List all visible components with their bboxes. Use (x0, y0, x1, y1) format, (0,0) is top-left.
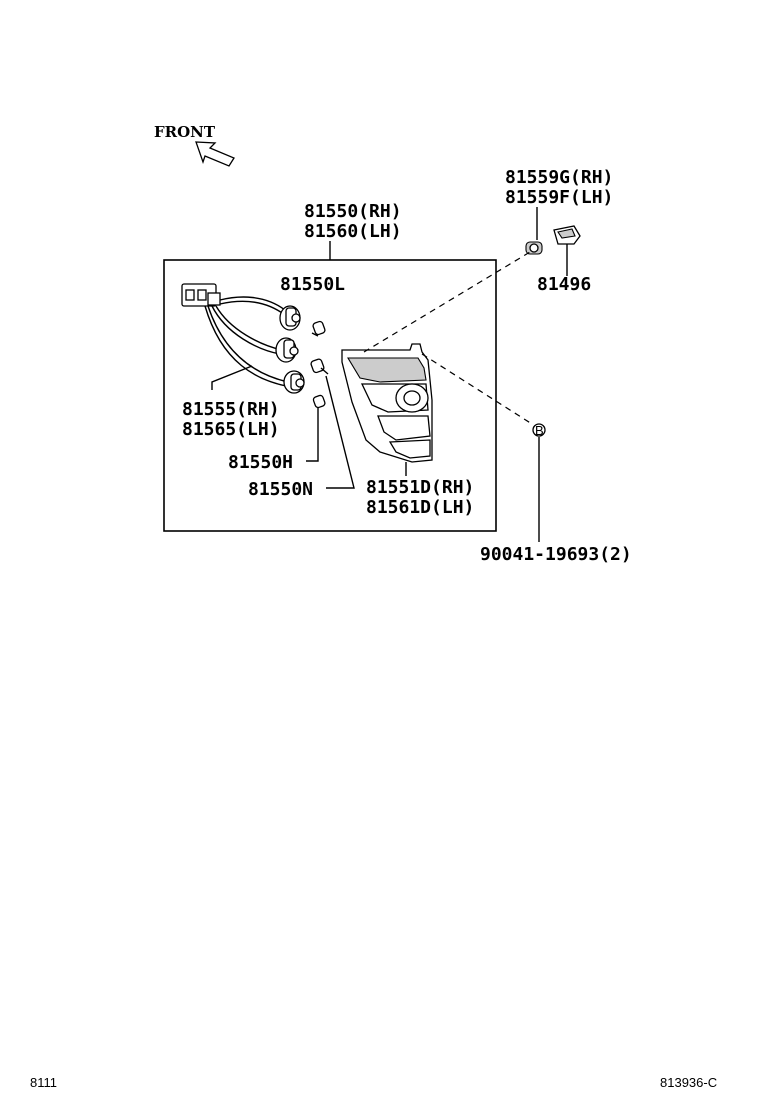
dashed-line-upper (364, 252, 530, 352)
front-label: FRONT (154, 123, 216, 141)
screw-label: 90041-19693(2) (480, 544, 632, 565)
socket-l-label: 81550L (280, 274, 346, 295)
clip-label: 81496 (537, 274, 592, 295)
lens-label-lh: 81561D(LH) (366, 497, 475, 518)
front-arrow-icon (196, 142, 234, 166)
screw-marker-label: B (535, 423, 544, 438)
clip-icon (554, 226, 580, 244)
wire-label-rh: 81555(RH) (182, 399, 280, 420)
socket-h-label: 81550H (228, 452, 294, 473)
wire-harness (182, 284, 288, 386)
bulb-socket-middle (276, 338, 298, 362)
footer-figure-code: 813936-C (660, 1075, 718, 1090)
bulb-n-icon (310, 358, 328, 374)
assembly-label-rh: 81550(RH) (304, 201, 402, 222)
bulb-socket-lower (284, 371, 304, 393)
socket-h-leader (306, 408, 318, 461)
dashed-line-lower (422, 354, 532, 424)
bulb-socket-upper (280, 306, 300, 330)
lens-label-rh: 81551D(RH) (366, 477, 475, 498)
cover-label-rh: 81559G(RH) (505, 167, 614, 188)
cover-label-lh: 81559F(LH) (505, 187, 614, 208)
assembly-label-lh: 81560(LH) (304, 221, 402, 242)
footer-section-code: 8111 (30, 1075, 57, 1090)
socket-n-label: 81550N (248, 479, 314, 500)
grommet-icon (526, 242, 542, 254)
bulb-l-icon (312, 321, 326, 336)
wire-label-lh: 81565(LH) (182, 419, 280, 440)
bulb-h-icon (313, 395, 326, 409)
tail-lamp-lens (342, 344, 432, 462)
